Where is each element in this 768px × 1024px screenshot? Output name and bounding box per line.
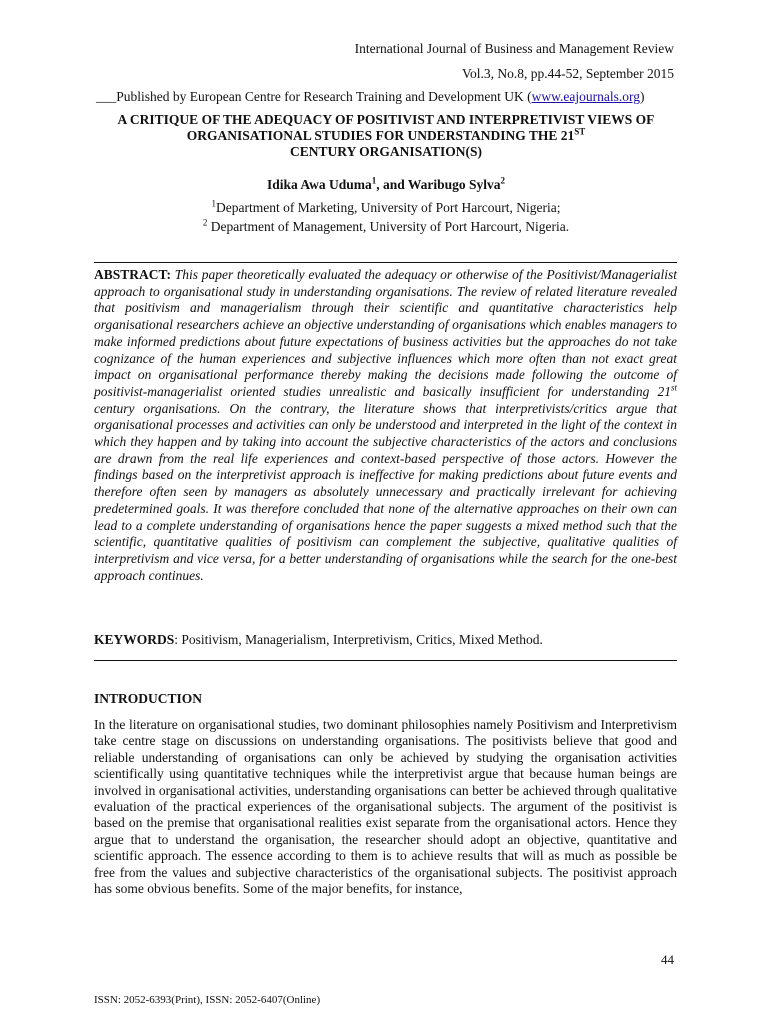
volume-info: Vol.3, No.8, pp.44-52, September 2015	[462, 66, 674, 81]
affiliation-2-text: Department of Management, University of Port Harcourt, Nigeria.	[207, 219, 570, 234]
introduction-body: In the literature on organisational studies, two dominant philosophies namely Positivism and Interpretivism take centre stage on discussions on understanding organisations. The positivists believe that good and reliable understanding of organisations can only be achieved by studying the organisation activities scientifically using quantitative techniques while the interpretivist argue that because human beings are involved in organisational activities, understanding organisations can better be achieved through qualitative evaluation of the practical experiences of the organisational subjects. The argument of the positivist is based on the premise that organisational realities exist separate from the organisational actors. Hence they argue that to understand the organisation, the researcher should adopt an objective, quantitative and scientific approach. The essence according to them is to achieve results that will as much as possible be free from the values and subjective characteristics of the organisational subjects. The positivist approach has some obvious benefits. Some of the major benefits, for instance,	[94, 717, 677, 897]
affiliation-1	[96, 200, 676, 216]
title-main: A CRITIQUE OF THE ADEQUACY OF POSITIVIST AND INTERPRETIVIST VIEWS OF ORGANISATIONAL STUDIES FOR UNDERSTANDING THE 21	[117, 112, 655, 143]
keywords-label: KEYWORDS	[94, 632, 175, 647]
publisher-prefix: ___Published by European Centre for Research Training and Development UK (	[96, 89, 532, 104]
title-sup: ST	[574, 126, 586, 137]
paper-title	[96, 112, 676, 160]
keywords-text: : Positivism, Managerialism, Interpretivism, Critics, Mixed Method.	[174, 632, 543, 647]
journal-name: International Journal of Business and Management Review	[354, 41, 674, 56]
abstract	[94, 267, 677, 584]
affiliation-2	[96, 219, 676, 235]
abstract-bottom-rule	[94, 660, 677, 661]
author-1-sup: 1	[371, 175, 377, 186]
abstract-sup: st	[670, 382, 677, 393]
page-number: 44	[661, 952, 674, 967]
publisher-line	[96, 89, 645, 105]
issn-footer: ISSN: 2052-6393(Print), ISSN: 2052-6407(Online)	[94, 994, 321, 1006]
author-line	[96, 177, 676, 193]
introduction-heading: INTRODUCTION	[94, 691, 203, 706]
abstract-top-rule	[94, 262, 677, 263]
abstract-label: ABSTRACT:	[94, 267, 172, 282]
affiliation-2-sup: 2	[202, 217, 208, 228]
author-2-sup: 2	[500, 175, 506, 186]
publisher-link[interactable]: www.eajournals.org	[531, 89, 641, 104]
publisher-suffix: )	[640, 89, 645, 104]
author-2: , and Waribugo Sylva	[376, 177, 501, 192]
abstract-text-b: century organisations. On the contrary, the literature shows that interpretivists/critics argue that organisational processes and activities can only be understood and interpreted in the light of the context in which they happen and by taking into account the subjective characteristics of the actors and conclusions are drawn from the real life experiences and context-based perspective of those actors. However the findings based on the interpretivist approach is ineffective for making predictions about future events and therefore often seen by managers as absolutely unnecessary and practically irrelevant for achieving predetermined goals. It was therefore concluded that none of the alternative approaches on their own can lead to a complete understanding of organisations hence the paper suggests a mixed method such that the scientific, quantitative qualities of positivism can complement the subjective, qualitative qualities of interpretivism and vice versa, for a better understanding of organisations while the search for the one-best approach continues.	[94, 400, 677, 583]
abstract-text-a: This paper theoretically evaluated the adequacy or otherwise of the Positivist/Managerialist approach to organisational study in understanding organisations. The review of related literature revealed that positivism and managerialism through their scientific and quantitative characteristics help organisational researchers achieve an objective understanding of organisations which enables managers to make informed predictions about future expectations of business activities but the approaches do not take cognizance of the human experiences and subjective influences which more often than not exact great impact on organisational performance thereby making the decisions made following the outcome of positivist-managerialist oriented studies unrealistic and basically insufficient for understanding 21	[94, 267, 678, 399]
keywords	[94, 632, 677, 648]
affiliation-1-text: Department of Marketing, University of Port Harcourt, Nigeria;	[215, 200, 561, 215]
title-end: CENTURY ORGANISATION(S)	[290, 144, 482, 159]
author-1: Idika Awa Uduma	[266, 177, 372, 192]
affiliation-1-sup: 1	[211, 198, 216, 209]
